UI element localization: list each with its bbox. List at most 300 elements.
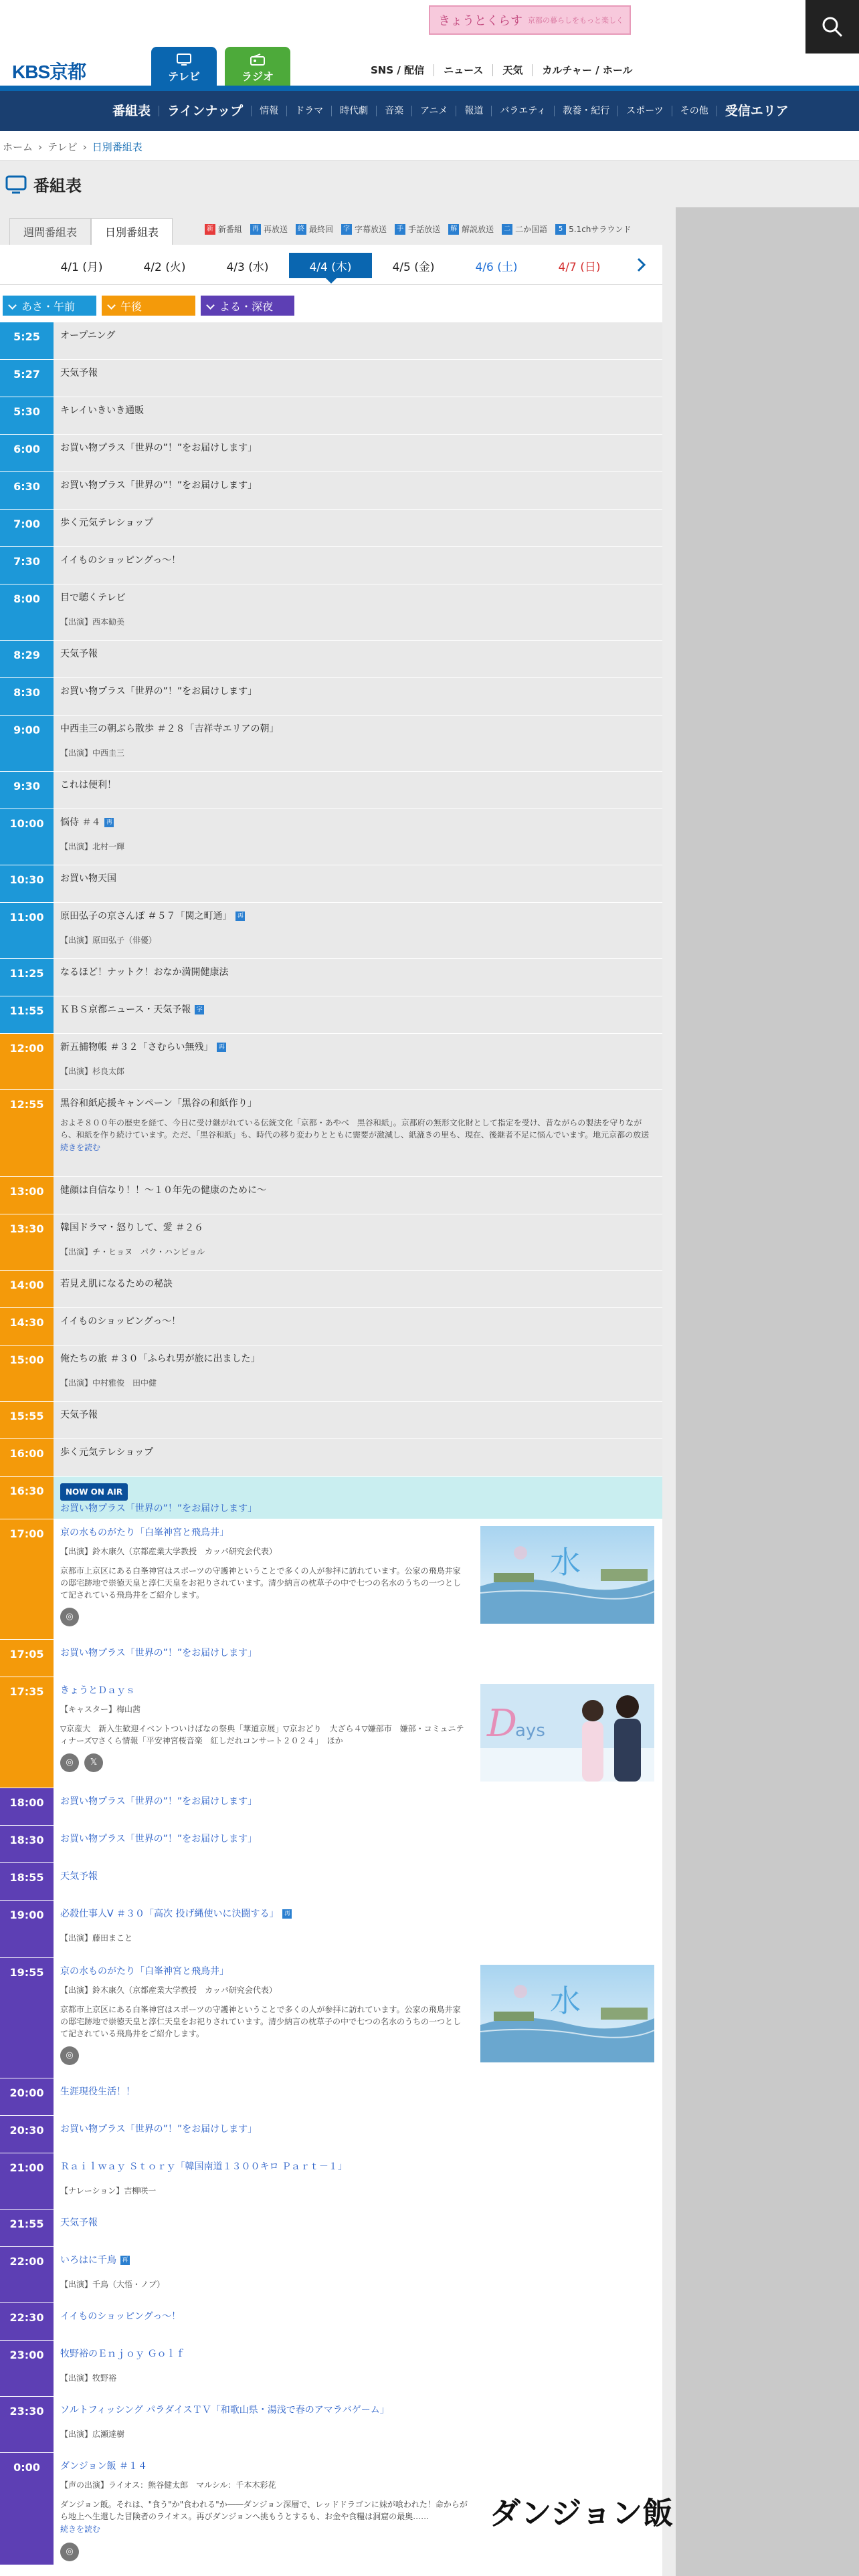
schedule-row	[0, 2078, 662, 2116]
program-title[interactable]	[60, 516, 654, 530]
program-body	[54, 772, 662, 800]
program-title[interactable]	[60, 1795, 654, 1808]
program-title[interactable]	[60, 1684, 468, 1697]
legend-label: 再放送	[264, 225, 288, 234]
schedule-row	[0, 322, 662, 360]
program-title-text[interactable]: Ｒａｉｌｗａｙ Ｓｔｏｒｙ「韓国南道１３００キロ Ｐａｒｔ－１」	[60, 2161, 347, 2172]
program-body	[54, 510, 662, 538]
program-title[interactable]	[60, 2310, 654, 2323]
tab-daily[interactable]: 日別番組表	[91, 218, 173, 245]
site-logo[interactable]: KBS京都	[12, 62, 86, 82]
date-tab[interactable]: 4/5 (金)	[392, 260, 435, 274]
program-title-text[interactable]: いろはに千鳥	[60, 2255, 116, 2266]
program-time: 12:55	[0, 1090, 54, 1176]
rerun-badge: 再	[282, 1909, 292, 1919]
program-title[interactable]	[60, 1041, 654, 1054]
schedule-row	[0, 903, 662, 959]
program-body	[54, 959, 662, 987]
chevron-right-icon[interactable]	[633, 257, 649, 273]
schedule-row	[0, 584, 662, 641]
header-divider	[0, 86, 859, 91]
legend-label: 5.1chサラウンド	[569, 225, 632, 234]
svg-text:ダンジョン飯: ダンジョン飯	[490, 2495, 674, 2531]
program-title-text[interactable]: なるほど！ナットク！おなか満開健康法	[60, 967, 229, 978]
program-body	[54, 1788, 662, 1816]
legend-item	[250, 223, 288, 235]
program-time: 5:30	[0, 397, 54, 434]
program-time: 21:55	[0, 2210, 54, 2246]
program-thumbnail	[480, 1684, 654, 1782]
program-cast: 【出演】西本勧美	[60, 617, 125, 627]
program-time: 11:00	[0, 903, 54, 958]
program-title[interactable]	[60, 2403, 654, 2417]
program-thumbnail	[480, 1526, 654, 1624]
legend-mark: 手	[395, 224, 405, 235]
program-time: 19:55	[0, 1958, 54, 2078]
program-time: 22:00	[0, 2247, 54, 2302]
breadcrumb-item[interactable]: テレビ	[47, 141, 78, 153]
program-title[interactable]	[60, 1352, 654, 1366]
rerun-badge: 字	[195, 1005, 204, 1014]
program-title-text[interactable]: 韓国ドラマ・怒りして、愛 ＃２６	[60, 1222, 204, 1233]
program-body	[54, 2397, 662, 2449]
date-selector	[0, 245, 662, 285]
schedule-row	[0, 1826, 662, 1863]
program-title[interactable]	[60, 722, 654, 736]
program-description: 京都市上京区にある白峯神宮はスポーツの守護神ということで多くの人が参拝に訪れています。公家の飛鳥井家の邸宅跡地で崇徳天皇と淳仁天皇をお祀りされています。清少納言の枕草子の中で七つの名水のうちの一つとして記されている飛鳥井をご紹介します。	[60, 1566, 462, 1600]
program-title[interactable]	[60, 366, 654, 380]
date-tab[interactable]: 4/4 (木)	[289, 253, 372, 278]
program-cast: 【キャスター】梅山茜	[60, 1705, 141, 1714]
program-body	[54, 641, 662, 669]
program-title[interactable]	[60, 1003, 654, 1016]
program-cast: 【声の出演】ライオス：熊谷健太郎 マルシル：千本木彩花	[60, 2480, 276, 2490]
x-icon[interactable]: 𝕏	[84, 1753, 103, 1772]
program-body	[54, 809, 662, 861]
program-body	[54, 2153, 662, 2206]
program-title-text[interactable]: 京の水ものがたり「白峯神宮と飛鳥井」	[60, 1966, 229, 1977]
rerun-badge: 再	[104, 818, 114, 827]
nav-item[interactable]: スポーツ	[617, 106, 671, 116]
program-title[interactable]	[60, 2085, 654, 2099]
program-cast: 【出演】広瀬達樹	[60, 2430, 125, 2439]
program-title[interactable]	[60, 1502, 654, 1515]
program-title[interactable]	[60, 685, 654, 698]
schedule-row	[0, 1788, 662, 1826]
program-title[interactable]	[60, 872, 654, 885]
nav-item[interactable]: その他	[672, 106, 717, 116]
program-links	[60, 2543, 468, 2561]
program-title-text[interactable]: 新五捕物帳 ＃３２「さむらい無残」	[60, 1042, 213, 1053]
program-title[interactable]	[60, 1870, 654, 1883]
program-title-text[interactable]: ソルトフィッシング パラダイスＴＶ「和歌山県・湯浅で春のアマラバゲーム」	[60, 2405, 389, 2416]
program-title[interactable]	[60, 1277, 654, 1291]
link-culture[interactable]: カルチャー / ホール	[532, 64, 642, 76]
program-time: 17:35	[0, 1677, 54, 1788]
program-body	[54, 1090, 662, 1162]
program-title-text[interactable]: 天気予報	[60, 2218, 98, 2228]
program-body	[54, 1034, 662, 1086]
program-cast: 【出演】チ・ヒョヌ パク・ハンビョル	[60, 1247, 205, 1257]
program-title[interactable]	[60, 1965, 468, 1978]
page-title-text: 番組表	[33, 177, 82, 195]
program-title[interactable]	[60, 441, 654, 455]
program-body	[54, 547, 662, 575]
program-title[interactable]	[60, 1221, 654, 1235]
program-description: ダンジョン飯。それは、"食う"か"食われる"か――ダンジョン深層で、レッドドラゴンに妹が喰われた！命からがら地上へ生還した冒険者のライオス。再びダンジョンへ挑もうとするも、お金や食糧は洞窟の最奥……	[60, 2500, 468, 2521]
program-time: 20:00	[0, 2078, 54, 2115]
nav-item[interactable]: アニメ	[411, 106, 456, 116]
program-title-text[interactable]: ＫＢＳ京都ニュース・天気予報	[60, 1004, 191, 1015]
schedule-row	[0, 1519, 662, 1640]
program-time: 9:30	[0, 772, 54, 809]
rerun-badge: 再	[235, 911, 245, 921]
nav-item[interactable]: 番組表	[112, 104, 151, 118]
nav-item[interactable]: 音楽	[376, 106, 411, 116]
program-body	[54, 1826, 662, 1854]
promo-title: きょうとくらす	[438, 14, 522, 28]
program-title-text[interactable]: お買い物プラス「世界の”！”をお届けします」	[60, 686, 258, 697]
legend-item	[502, 223, 547, 235]
program-time: 23:30	[0, 2397, 54, 2452]
nav-item[interactable]: ドラマ	[286, 106, 331, 116]
program-cast: 【出演】原田弘子（俳優）	[60, 936, 157, 945]
date-tab[interactable]: 4/1 (月)	[60, 260, 103, 274]
program-time: 5:27	[0, 360, 54, 397]
schedule-row	[0, 1402, 662, 1439]
read-more-link[interactable]: 続きを読む	[60, 2525, 101, 2534]
program-time: 0:00	[0, 2453, 54, 2565]
schedule-row	[0, 1677, 662, 1788]
schedule-row	[0, 510, 662, 547]
program-title[interactable]	[60, 2216, 654, 2230]
tab-radio[interactable]	[225, 47, 290, 90]
program-body	[54, 2341, 662, 2393]
schedule-row	[0, 547, 662, 584]
nav-item[interactable]: 時代劇	[331, 106, 376, 116]
program-time: 12:00	[0, 1034, 54, 1089]
main-nav	[0, 91, 859, 131]
program-cast: 【出演】杉良太郎	[60, 1067, 125, 1076]
program-body	[54, 996, 662, 1025]
program-title-text[interactable]: お買い物プラス「世界の”！”をお届けします」	[60, 1796, 258, 1807]
program-title-text[interactable]: お買い物プラス「世界の”！”をお届けします」	[60, 443, 258, 453]
schedule-row	[0, 435, 662, 472]
tab-tv-label: テレビ	[168, 70, 200, 83]
program-time: 18:55	[0, 1863, 54, 1900]
program-title[interactable]	[60, 329, 654, 342]
program-time: 14:00	[0, 1271, 54, 1307]
program-description: 京都市上京区にある白峯神宮はスポーツの守護神ということで多くの人が参拝に訪れています。公家の飛鳥井家の邸宅跡地で崇徳天皇と淳仁天皇をお祀りされています。清少納言の枕草子の中で七つの名水のうちの一つとして記されている飛鳥井をご紹介します。	[60, 2005, 462, 2038]
program-cast: 【出演】中西圭三	[60, 748, 125, 758]
program-title-text[interactable]: イイものショッピングっ～！	[60, 2311, 181, 2322]
program-cast: 【出演】牧野裕	[60, 2373, 117, 2383]
schedule-row	[0, 1640, 662, 1677]
nav-item[interactable]: 教養・紀行	[554, 106, 617, 116]
program-time: 5:25	[0, 322, 54, 359]
schedule-row	[0, 360, 662, 397]
promo-banner[interactable]	[429, 5, 631, 35]
program-title[interactable]	[60, 1408, 654, 1422]
search-icon	[821, 15, 844, 38]
program-title-text[interactable]: 天気予報	[60, 1410, 98, 1420]
program-thumbnail	[480, 1965, 654, 2062]
schedule-row	[0, 472, 662, 510]
legend-label: 新番組	[218, 225, 243, 234]
program-time: 13:30	[0, 1214, 54, 1270]
program-cast: 【出演】北村一輝	[60, 842, 125, 851]
program-title-text[interactable]: お買い物天国	[60, 873, 116, 884]
program-title-text[interactable]: 天気予報	[60, 368, 98, 379]
schedule-row	[0, 1090, 662, 1177]
program-title[interactable]	[60, 2347, 654, 2361]
program-title-text[interactable]: きょうとＤａｙｓ	[60, 1685, 135, 1696]
web-icon[interactable]: ◎	[60, 1608, 79, 1626]
program-title-text[interactable]: これは便利！	[60, 780, 116, 790]
program-title-text[interactable]: お買い物プラス「世界の”！”をお届けします」	[60, 480, 258, 491]
program-body	[54, 397, 662, 425]
program-links	[60, 1753, 468, 1772]
program-time: 7:30	[0, 547, 54, 584]
program-title[interactable]	[60, 591, 654, 605]
program-body	[54, 1346, 662, 1398]
schedule-row	[0, 996, 662, 1034]
program-title-text[interactable]: 原田弘子の京さんぽ ＃５７「関之町通」	[60, 911, 232, 922]
breadcrumb-separator: ›	[82, 140, 87, 153]
program-body	[54, 2247, 662, 2299]
schedule-row	[0, 2303, 662, 2341]
program-time: 7:00	[0, 510, 54, 546]
nav-item[interactable]: ラインナップ	[159, 106, 251, 116]
legend-item	[395, 223, 440, 235]
date-tab[interactable]: 4/6 (土)	[475, 260, 518, 274]
program-thumbnail	[480, 2460, 674, 2557]
program-body	[54, 1863, 662, 1891]
program-body	[54, 1308, 662, 1336]
program-title-text[interactable]: 俺たちの旅 ＃３０「ふられ男が旅に出ました」	[60, 1354, 260, 1364]
schedule-row	[0, 641, 662, 678]
legend-mark: 終	[296, 224, 306, 235]
active-date-pointer	[326, 278, 337, 284]
legend-label: 手話放送	[408, 225, 441, 234]
program-time: 10:30	[0, 865, 54, 902]
program-body	[54, 584, 662, 637]
program-title[interactable]	[60, 778, 654, 792]
program-title-text[interactable]: 必殺仕事人Ⅴ ＃３０「高次 投げ縄使いに決闘する」	[60, 1909, 279, 1919]
tab-weekly[interactable]: 週間番組表	[9, 218, 91, 245]
schedule-row	[0, 1439, 662, 1477]
program-cast: 【出演】中村雅俊 田中健	[60, 1378, 157, 1388]
web-icon[interactable]: ◎	[60, 2543, 79, 2561]
web-icon[interactable]: ◎	[60, 2046, 79, 2065]
svg-text:水: 水	[550, 1983, 581, 2019]
schedule-row	[0, 2210, 662, 2247]
program-body	[54, 1439, 662, 1467]
legend-item	[555, 223, 631, 235]
program-title[interactable]	[60, 404, 654, 417]
svg-text:D: D	[487, 1702, 517, 1745]
legend-mark: 新	[205, 224, 215, 235]
program-time: 18:00	[0, 1788, 54, 1825]
legend-mark: 解	[448, 224, 459, 235]
program-body	[54, 1901, 662, 1953]
program-title[interactable]	[60, 816, 654, 829]
program-time: 14:30	[0, 1308, 54, 1345]
program-title-text[interactable]: 歩く元気テレショップ	[60, 1447, 154, 1458]
program-title[interactable]	[60, 1315, 654, 1328]
program-title[interactable]	[60, 909, 654, 923]
radio-icon	[250, 53, 265, 66]
filter-afternoon[interactable]: 午後	[102, 296, 195, 316]
breadcrumb-item: 日別番組表	[92, 141, 142, 153]
program-body	[54, 2078, 662, 2107]
web-icon[interactable]: ◎	[60, 1753, 79, 1772]
program-cast: 【ナレーション】吉柳咲一	[60, 2186, 157, 2195]
schedule-row	[0, 397, 662, 435]
schedule-row	[0, 2153, 662, 2210]
schedule-row	[0, 959, 662, 996]
program-body	[54, 1477, 662, 1523]
program-title-text[interactable]: 歩く元気テレショップ	[60, 518, 154, 528]
program-body	[54, 360, 662, 388]
filter-night[interactable]: よる・深夜	[201, 296, 294, 316]
program-title-text[interactable]: 若見え肌になるための秘訣	[60, 1279, 173, 1289]
schedule-row	[0, 1308, 662, 1346]
program-title-text[interactable]: 目で聴くテレビ	[60, 593, 126, 603]
breadcrumb-item[interactable]: ホーム	[3, 141, 33, 153]
program-title[interactable]	[60, 2460, 468, 2473]
program-title-text[interactable]: お買い物プラス「世界の”！”をお届けします」	[60, 1648, 258, 1658]
program-title[interactable]	[60, 1446, 654, 1459]
program-body	[54, 1271, 662, 1299]
legend-mark: 再	[250, 224, 261, 235]
program-links	[60, 1608, 468, 1626]
search-button[interactable]	[805, 0, 859, 53]
nav-item[interactable]: バラエティ	[491, 106, 554, 116]
program-title-text[interactable]: キレイいきいき通販	[60, 405, 145, 416]
program-title-text[interactable]: 牧野裕のＥｎｊｏｙ Ｇｏｌｆ	[60, 2349, 185, 2359]
program-title-text[interactable]: お買い物プラス「世界の”！”をお届けします」	[60, 2124, 258, 2135]
program-title-text[interactable]: お買い物プラス「世界の”！”をお届けします」	[60, 1503, 258, 1514]
program-body	[54, 865, 662, 893]
program-time: 8:00	[0, 584, 54, 640]
program-title[interactable]	[60, 479, 654, 492]
schedule-row	[0, 1958, 662, 2078]
program-title-text[interactable]: 京の水ものがたり「白峯神宮と飛鳥井」	[60, 1527, 229, 1538]
nav-item[interactable]: 受信エリア	[717, 106, 797, 116]
svg-text:ays: ays	[515, 1721, 545, 1741]
program-title[interactable]	[60, 2123, 654, 2136]
program-time: 13:00	[0, 1177, 54, 1214]
program-title[interactable]	[60, 2160, 654, 2173]
program-title-text[interactable]: オープニング	[60, 330, 116, 341]
program-title-text[interactable]: ダンジョン飯 ＃１４	[60, 2461, 147, 2472]
program-title-text[interactable]: 天気予報	[60, 649, 98, 659]
svg-text:水: 水	[550, 1544, 581, 1580]
program-title-text[interactable]: イイものショッピングっ～！	[60, 1316, 181, 1327]
legend-item	[448, 223, 494, 235]
program-description: およそ８００年の歴史を経て、今日に受け継がれている伝統文化「京都・あやべ 黒谷和紙」。京都府の無形文化財として指定を受け、昔ながらの製法を守りながら、和紙を作り続けています。ただ、「黒谷和紙」も、時代の移り変わりとともに需要が激減し、紙漉きの里も、現在、後継者不足に悩んでいます。地元京都の放送	[60, 1118, 650, 1140]
program-time: 18:30	[0, 1826, 54, 1862]
tv-icon	[177, 53, 191, 66]
legend-item	[296, 223, 333, 235]
filter-morning[interactable]: あさ・午前	[3, 296, 96, 316]
program-time: 6:30	[0, 472, 54, 509]
program-title[interactable]	[60, 1184, 654, 1197]
link-news[interactable]: ニュース	[434, 64, 492, 76]
schedule-row	[0, 1177, 662, 1214]
program-title-text[interactable]: 生涯現役生活！！	[60, 2086, 135, 2097]
legend-label: 字幕放送	[355, 225, 387, 234]
program-title-text[interactable]: お買い物プラス「世界の”！”をお届けします」	[60, 1834, 258, 1844]
date-tab[interactable]: 4/2 (火)	[143, 260, 186, 274]
read-more-link[interactable]: 続きを読む	[60, 1143, 101, 1152]
title-band	[0, 160, 859, 207]
program-links	[60, 2046, 468, 2065]
tab-tv[interactable]	[151, 47, 217, 90]
program-title[interactable]	[60, 1526, 468, 1539]
program-body	[54, 716, 662, 768]
rerun-badge: 再	[120, 2256, 130, 2265]
program-body	[54, 435, 662, 463]
program-title[interactable]	[60, 2254, 654, 2267]
program-body	[54, 2303, 662, 2331]
schedule-row	[0, 2397, 662, 2453]
program-title-text[interactable]: 健顔は自信なり！！～１０年先の健康のために～	[60, 1185, 266, 1196]
program-cast: 【出演】鈴木康久（京都産業大学教授 カッパ研究会代表）	[60, 1985, 277, 1995]
legend-mark: 字	[341, 224, 352, 235]
breadcrumb	[0, 134, 859, 160]
program-time: 15:55	[0, 1402, 54, 1438]
program-time: 22:30	[0, 2303, 54, 2340]
program-title-text[interactable]: 天気予報	[60, 1871, 98, 1882]
program-time: 6:00	[0, 435, 54, 471]
program-title-text[interactable]: 悩侍 ＃４	[60, 817, 101, 828]
schedule-row	[0, 1034, 662, 1090]
program-cast: 【出演】藤田まこと	[60, 1933, 133, 1943]
tv-icon	[5, 175, 27, 194]
program-title[interactable]	[60, 554, 654, 567]
view-tabs	[0, 207, 662, 245]
program-title[interactable]	[60, 1097, 654, 1110]
nav-item[interactable]: 報道	[456, 106, 491, 116]
program-time: 21:00	[0, 2153, 54, 2209]
schedule-row	[0, 1901, 662, 1958]
schedule-row	[0, 2453, 674, 2565]
schedule-list	[0, 322, 674, 2565]
breadcrumb-separator: ›	[38, 140, 43, 153]
program-time: 20:30	[0, 2116, 54, 2153]
link-weather[interactable]: 天気	[492, 64, 532, 76]
program-title-text[interactable]: 黒谷和紙応援キャンペーン「黒谷の和紙作り」	[60, 1098, 257, 1109]
program-title[interactable]	[60, 1646, 654, 1660]
program-time: 16:00	[0, 1439, 54, 1476]
program-title[interactable]	[60, 1907, 654, 1921]
program-title[interactable]	[60, 647, 654, 661]
program-title[interactable]	[60, 1832, 654, 1846]
program-time: 16:30	[0, 1477, 54, 1519]
nav-item[interactable]: 情報	[251, 106, 286, 116]
schedule-row	[0, 2116, 662, 2153]
program-title-text[interactable]: イイものショッピングっ～！	[60, 555, 181, 566]
program-title[interactable]	[60, 966, 654, 979]
program-title-text[interactable]: 中西圭三の朝ぶら散歩 ＃２８「吉祥寺エリアの朝」	[60, 724, 279, 734]
date-tab[interactable]: 4/3 (水)	[226, 260, 269, 274]
program-time: 17:05	[0, 1640, 54, 1677]
schedule-row	[0, 1214, 662, 1271]
link-sns[interactable]: SNS / 配信	[371, 64, 425, 76]
date-tab[interactable]: 4/7 (日)	[558, 260, 601, 274]
